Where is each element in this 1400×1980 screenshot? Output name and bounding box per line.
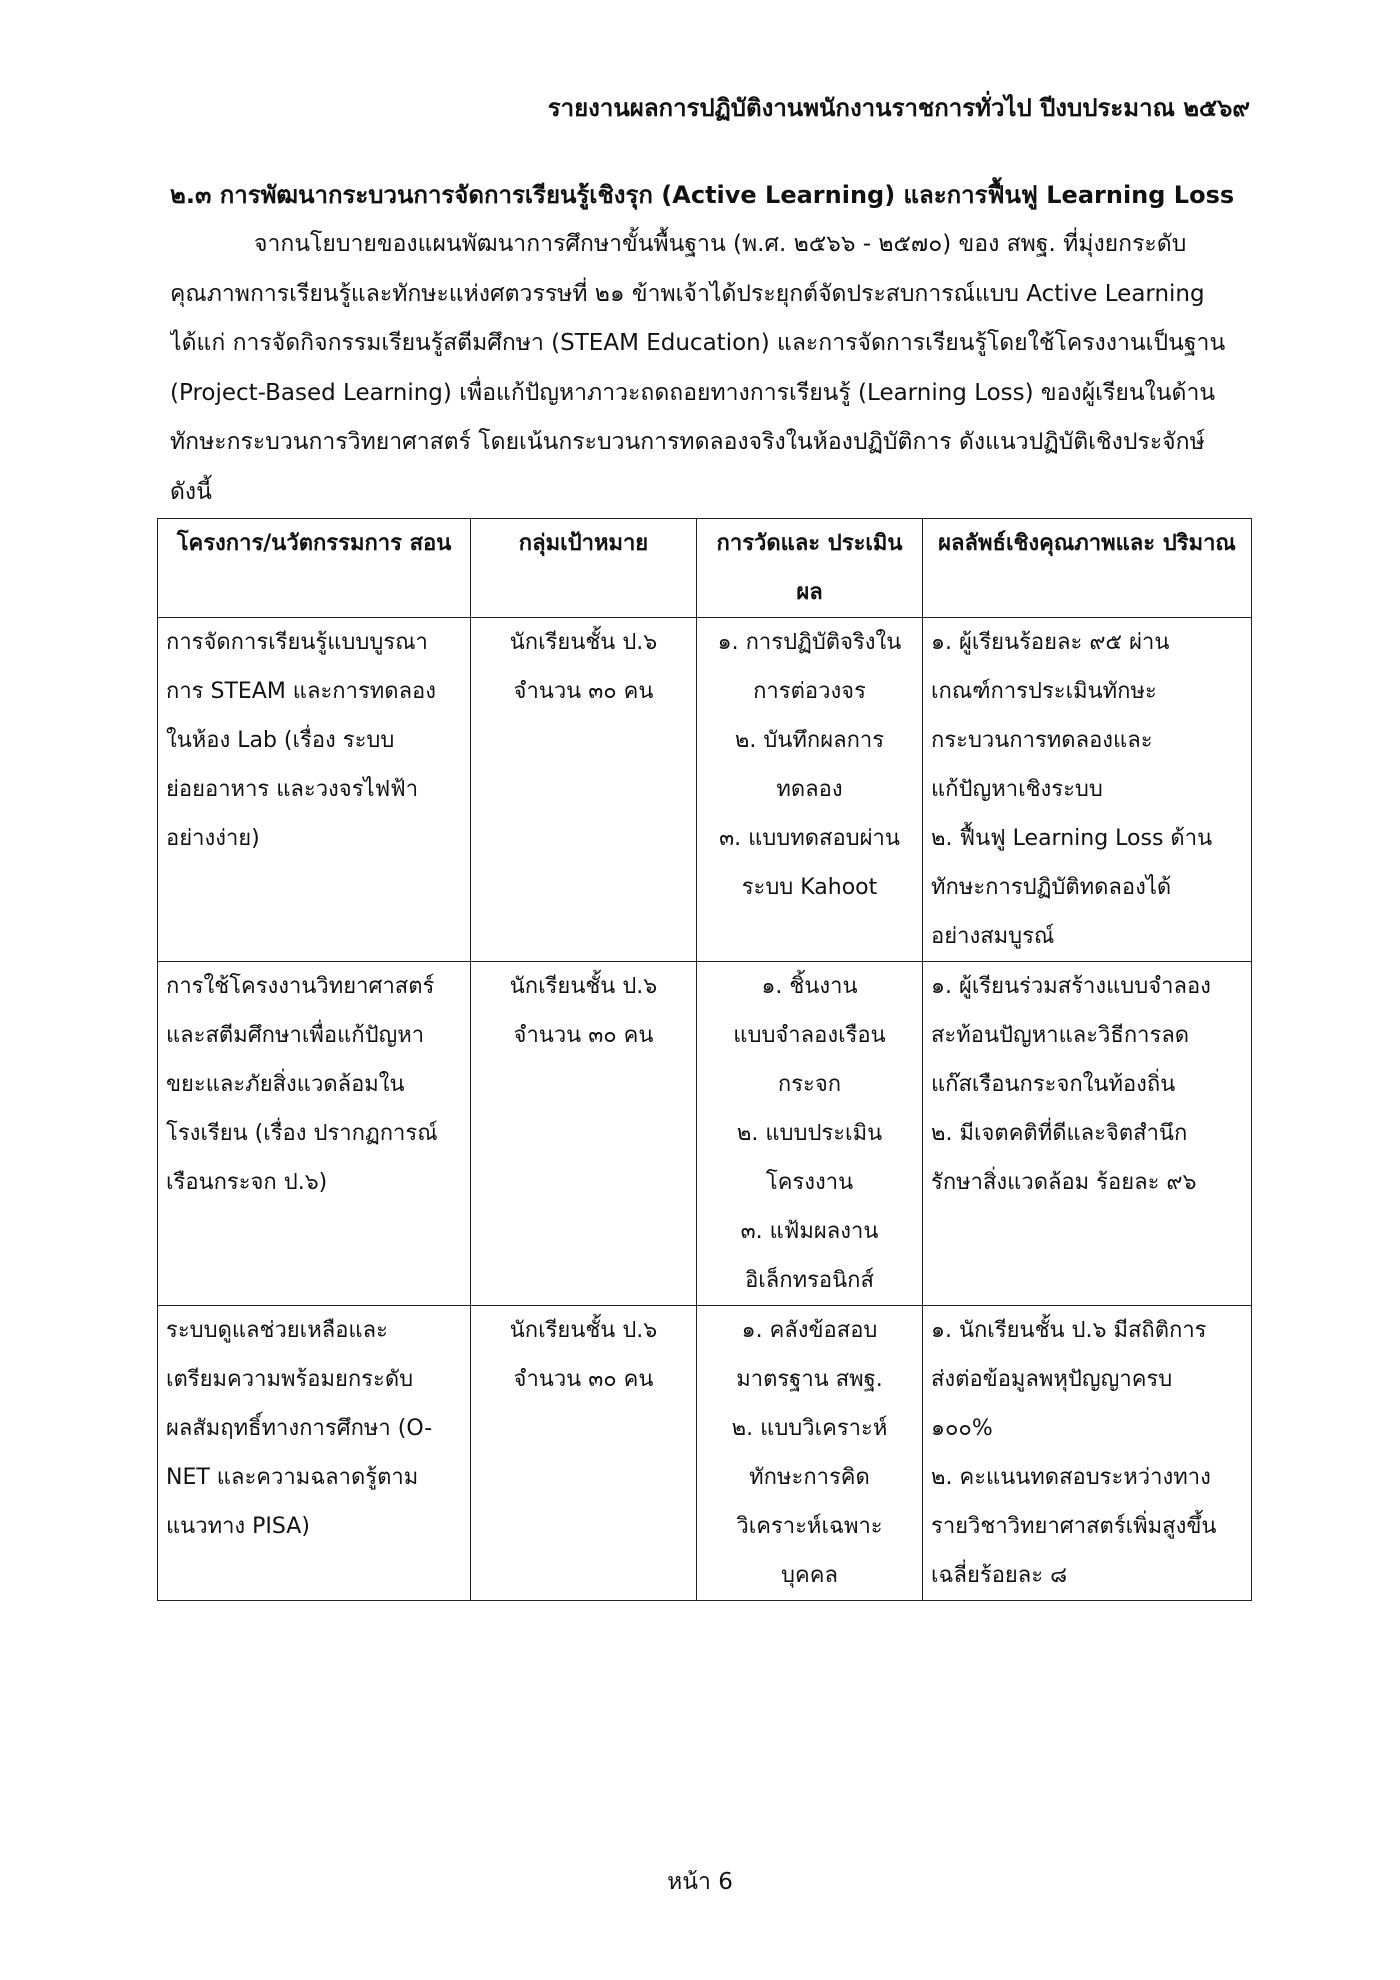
cell-assessment <box>697 962 923 1306</box>
cell-line: มาตรฐาน สพฐ. <box>736 1367 883 1392</box>
section-heading: ๒.๓ การพัฒนากระบวนการจัดการเรียนรู้เชิงรุก (Active Learning) และการฟื้นฟู Learning Loss <box>170 181 1235 209</box>
cell-line: กระบวนการทดลองและ <box>931 728 1153 753</box>
practice-table-container <box>157 518 1251 1601</box>
cell-line: จำนวน ๓๐ คน <box>513 1023 654 1048</box>
header-target <box>471 519 697 618</box>
cell-line: แก้ปัญหาเชิงระบบ <box>931 777 1103 802</box>
cell-line: ๑. ผู้เรียนร้อยละ ๙๕ ผ่าน <box>931 630 1170 655</box>
cell-line: นักเรียนชั้น ป.๖ <box>509 1318 658 1343</box>
cell-line: ๑. นักเรียนชั้น ป.๖ มีสถิติการ <box>931 1318 1207 1343</box>
cell-line: อย่างง่าย) <box>166 826 260 851</box>
cell-line: การ STEAM และการทดลอง <box>166 679 437 704</box>
cell-assessment <box>697 618 923 962</box>
cell-line: จำนวน ๓๐ คน <box>513 679 654 704</box>
cell-results <box>923 1306 1252 1601</box>
cell-line: แก๊สเรือนกระจกในท้องถิ่น <box>931 1072 1176 1097</box>
cell-target <box>471 618 697 962</box>
cell-line: ผลสัมฤทธิ์ทางการศึกษา (O- <box>166 1416 433 1441</box>
table-header-row <box>158 519 1252 618</box>
cell-line: เฉลี่ยร้อยละ ๘ <box>931 1563 1068 1588</box>
cell-line: ๑๐๐% <box>931 1416 993 1441</box>
header-line: ประเมินผล <box>796 531 903 605</box>
cell-line: อย่างสมบูรณ์ <box>931 924 1055 949</box>
cell-line: ขยะและภัยสิ่งแวดล้อมใน <box>166 1072 405 1097</box>
cell-line: ๑. ชิ้นงาน <box>761 974 858 999</box>
header-line: ผลลัพธ์เชิงคุณภาพและ <box>938 531 1156 556</box>
report-header-title: รายงานผลการปฏิบัติงานพนักงานราชการทั่วไป ปีงบประมาณ ๒๕๖๙ <box>547 94 1250 122</box>
cell-line: การต่อวงจร <box>753 679 866 704</box>
cell-line: เกณฑ์การประเมินทักษะ <box>931 679 1157 704</box>
cell-line: แนวทาง PISA) <box>166 1514 310 1539</box>
table-row <box>158 1306 1252 1601</box>
intro-paragraph <box>170 220 1238 517</box>
cell-line: ๒. บันทึกผลการ <box>734 728 885 753</box>
paragraph-line: จากนโยบายของแผนพัฒนาการศึกษาขั้นพื้นฐาน (พ.ศ. ๒๕๖๖ - ๒๕๗๐) ของ สพฐ. ที่มุ่งยกระดับ <box>254 231 1187 257</box>
cell-line: ๑. ผู้เรียนร่วมสร้างแบบจำลอง <box>931 974 1211 999</box>
cell-line: โครงงาน <box>765 1170 854 1195</box>
paragraph-line: ทักษะกระบวนการวิทยาศาสตร์ โดยเน้นกระบวนการทดลองจริงในห้องปฏิบัติการ ดังแนวปฏิบัติเชิงประจักษ์ <box>170 429 1205 455</box>
cell-line: นักเรียนชั้น ป.๖ <box>509 974 658 999</box>
paragraph-line: คุณภาพการเรียนรู้และทักษะแห่งศตวรรษที่ ๒๑ ข้าพเจ้าได้ประยุกต์จัดประสบการณ์แบบ Active Learning <box>170 280 1205 307</box>
cell-line: ทักษะการปฏิบัติทดลองได้ <box>931 875 1172 900</box>
cell-line: วิเคราะห์เฉพาะ <box>736 1514 883 1539</box>
cell-line: เรือนกระจก ป.๖) <box>166 1170 328 1195</box>
cell-project <box>158 962 471 1306</box>
cell-line: โรงเรียน (เรื่อง ปรากฏการณ์ <box>166 1121 438 1146</box>
cell-line: ๒. มีเจตคติที่ดีและจิตสำนึก <box>931 1121 1188 1146</box>
cell-target <box>471 962 697 1306</box>
cell-line: บุคคล <box>781 1563 838 1588</box>
cell-line: การจัดการเรียนรู้แบบบูรณา <box>166 630 428 655</box>
cell-line: ย่อยอาหาร และวงจรไฟฟ้า <box>166 777 419 802</box>
paragraph-line: (Project-Based Learning) เพื่อแก้ปัญหาภาวะถดถอยทางการเรียนรู้ (Learning Loss) ของผู้เรียนในด้าน <box>170 379 1216 406</box>
cell-results <box>923 962 1252 1306</box>
cell-line: นักเรียนชั้น ป.๖ <box>509 630 658 655</box>
cell-project <box>158 618 471 962</box>
cell-line: เตรียมความพร้อมยกระดับ <box>166 1367 414 1392</box>
paragraph-line: ได้แก่ การจัดกิจกรรมเรียนรู้สตีมศึกษา (STEAM Education) และการจัดการเรียนรู้โดยใช้โครงงานเป็นฐาน <box>170 330 1226 356</box>
header-project <box>158 519 471 618</box>
cell-line: ทักษะการคิด <box>749 1465 870 1490</box>
table-row <box>158 962 1252 1306</box>
cell-line: ๒. ฟื้นฟู Learning Loss ด้าน <box>931 826 1213 851</box>
cell-line: ๓. แบบทดสอบผ่าน <box>719 826 900 851</box>
cell-line: ๑. คลังข้อสอบ <box>741 1318 878 1343</box>
cell-line: ๓. แฟ้มผลงาน <box>740 1219 879 1244</box>
cell-line: อิเล็กทรอนิกส์ <box>745 1268 874 1293</box>
header-line: กลุ่มเป้าหมาย <box>518 531 649 556</box>
page-number: หน้า 6 <box>667 1869 733 1895</box>
cell-line: ทดลอง <box>776 777 843 802</box>
header-line: สอน <box>409 531 452 556</box>
cell-line: NET และความฉลาดรู้ตาม <box>166 1465 419 1490</box>
header-results <box>923 519 1252 618</box>
cell-line: ในห้อง Lab (เรื่อง ระบบ <box>166 728 395 753</box>
cell-line: ๑. การปฏิบัติจริงใน <box>717 630 902 655</box>
cell-line: การใช้โครงงานวิทยาศาสตร์ <box>166 974 435 999</box>
cell-assessment <box>697 1306 923 1601</box>
cell-results <box>923 618 1252 962</box>
cell-line: รายวิชาวิทยาศาสตร์เพิ่มสูงขึ้น <box>931 1514 1217 1539</box>
cell-line: แบบจำลองเรือน <box>733 1023 886 1048</box>
header-line: ปริมาณ <box>1162 531 1236 556</box>
cell-project <box>158 1306 471 1601</box>
cell-line: จำนวน ๓๐ คน <box>513 1367 654 1392</box>
table-row <box>158 618 1252 962</box>
paragraph-line: ดังนี้ <box>170 478 212 505</box>
cell-line: สะท้อนปัญหาและวิธีการลด <box>931 1023 1190 1048</box>
cell-line: ๒. แบบวิเคราะห์ <box>731 1416 888 1441</box>
cell-line: ส่งต่อข้อมูลพหุปัญญาครบ <box>931 1367 1173 1392</box>
cell-line: กระจก <box>777 1072 842 1097</box>
cell-line: และสตีมศึกษาเพื่อแก้ปัญหา <box>166 1023 425 1048</box>
cell-line: ๒. แบบประเมิน <box>736 1121 883 1146</box>
cell-line: ระบบ Kahoot <box>741 875 878 900</box>
header-line: การวัดและ <box>716 531 821 556</box>
cell-line: ๒. คะแนนทดสอบระหว่างทาง <box>931 1465 1211 1490</box>
cell-target <box>471 1306 697 1601</box>
cell-line: รักษาสิ่งแวดล้อม ร้อยละ ๙๖ <box>931 1170 1197 1195</box>
practice-table <box>157 518 1252 1601</box>
section-content <box>170 170 1238 517</box>
cell-line: ระบบดูแลช่วยเหลือและ <box>166 1318 388 1343</box>
header-assessment <box>697 519 923 618</box>
header-line: โครงการ/นวัตกรรมการ <box>176 531 402 556</box>
